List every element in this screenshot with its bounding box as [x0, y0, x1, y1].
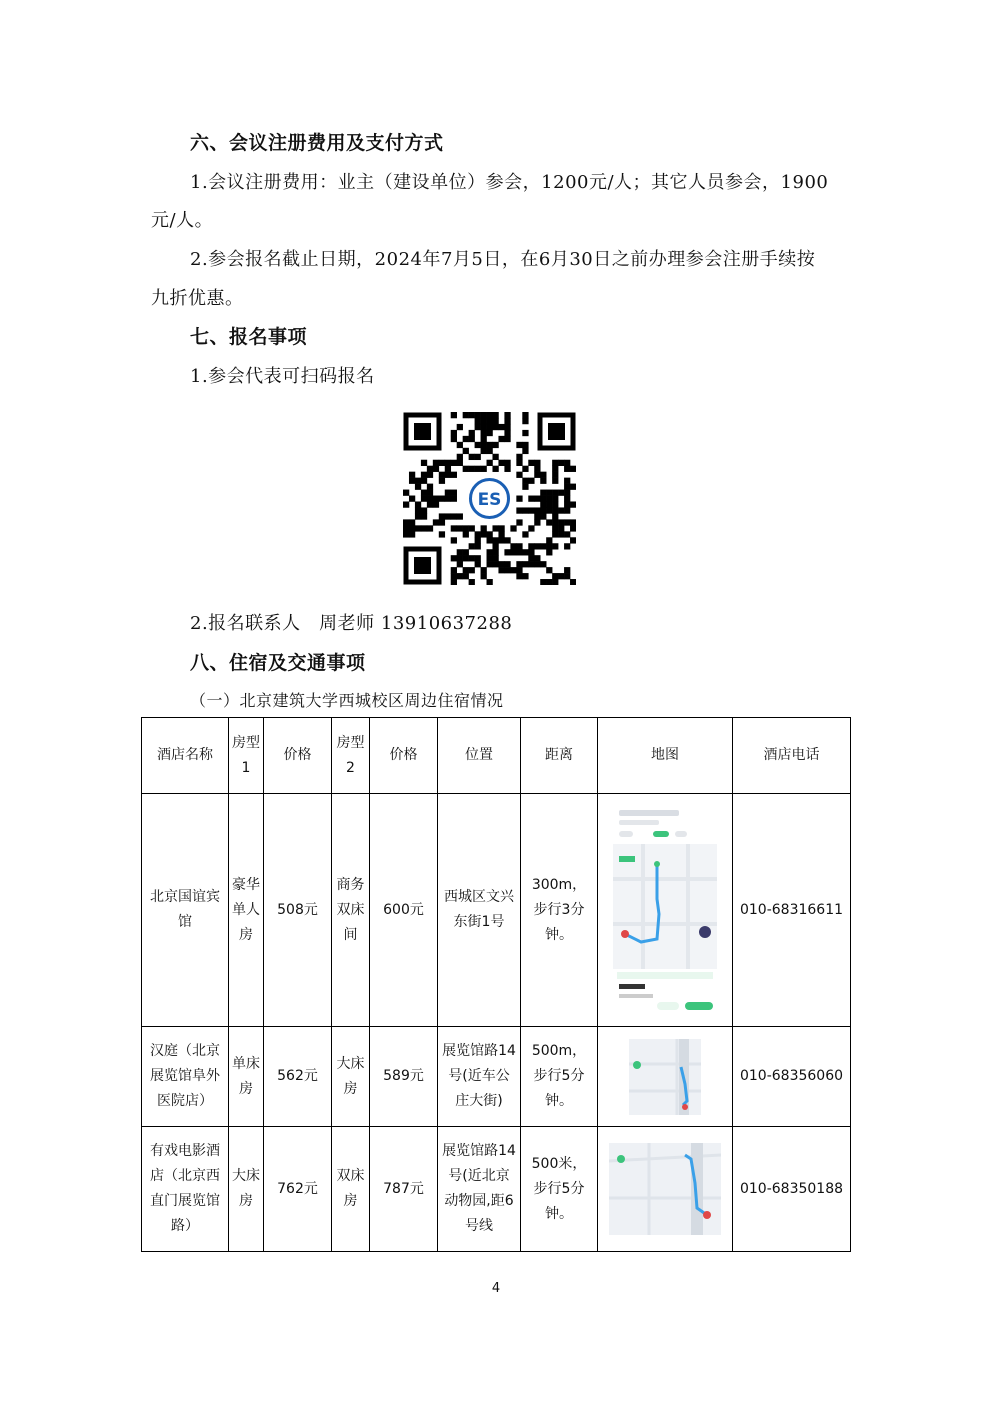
hotel-distance: 500m，步行5分钟。	[521, 1027, 598, 1127]
deadline-line2: 九折优惠。	[151, 288, 244, 309]
table-row	[142, 1027, 851, 1127]
map-cell	[598, 1027, 733, 1127]
table-header-row	[142, 718, 851, 794]
room-type2: 双床房	[332, 1127, 370, 1252]
header-room-type1: 房型1	[229, 718, 264, 794]
deadline-line1: 2.参会报名截止日期，2024年7月5日，在6月30日之前办理参会注册手续按	[190, 249, 816, 270]
header-price1: 价格	[264, 718, 332, 794]
hotel-location: 西城区文兴东街1号	[438, 794, 521, 1027]
section8-heading: 八、住宿及交通事项	[190, 652, 366, 674]
hotel-name: 汉庭（北京展览馆阜外医院店）	[142, 1027, 229, 1127]
room-type1: 单床房	[229, 1027, 264, 1127]
hotel-phone: 010-68356060	[733, 1027, 851, 1127]
price2: 589元	[370, 1027, 438, 1127]
room-type1: 豪华单人房	[229, 794, 264, 1027]
hotel-location: 展览馆路14号(近车公庄大街)	[438, 1027, 521, 1127]
hotel-name: 有戏电影酒店（北京西直门展览馆路）	[142, 1127, 229, 1252]
header-price2: 价格	[370, 718, 438, 794]
room-type1: 大床房	[229, 1127, 264, 1252]
price1: 562元	[264, 1027, 332, 1127]
header-hotel-name: 酒店名称	[142, 718, 229, 794]
header-room-type2: 房型2	[332, 718, 370, 794]
section7-heading: 七、报名事项	[190, 326, 308, 348]
hotel-phone: 010-68350188	[733, 1127, 851, 1252]
hotel-distance: 300m，步行3分钟。	[521, 794, 598, 1027]
hotel-phone: 010-68316611	[733, 794, 851, 1027]
room-type2: 大床房	[332, 1027, 370, 1127]
header-location: 位置	[438, 718, 521, 794]
registration-qr-code[interactable]	[403, 412, 576, 585]
page-number: 4	[491, 1281, 501, 1296]
price2: 600元	[370, 794, 438, 1027]
header-distance: 距离	[521, 718, 598, 794]
table-row	[142, 794, 851, 1027]
section6-heading: 六、会议注册费用及支付方式	[190, 132, 444, 154]
table-row	[142, 1127, 851, 1252]
svg-text:ES: ES	[477, 490, 502, 510]
section8-subheading: （一）北京建筑大学西城校区周边住宿情况	[190, 691, 504, 710]
map-cell	[598, 794, 733, 1027]
room-type2: 商务双床间	[332, 794, 370, 1027]
price2: 787元	[370, 1127, 438, 1252]
price1: 762元	[264, 1127, 332, 1252]
route-map-screenshot	[629, 1039, 701, 1115]
registration-fee-line1: 1.会议注册费用：业主（建设单位）参会，1200元/人；其它人员参会，1900	[190, 172, 829, 193]
price1: 508元	[264, 794, 332, 1027]
hotel-name: 北京国谊宾馆	[142, 794, 229, 1027]
header-phone: 酒店电话	[733, 718, 851, 794]
hotel-location: 展览馆路14号(近北京动物园,距6号线	[438, 1127, 521, 1252]
map-cell	[598, 1127, 733, 1252]
hotel-distance: 500米，步行5分钟。	[521, 1127, 598, 1252]
hotel-table	[141, 717, 851, 1252]
scan-to-register: 1.参会代表可扫码报名	[190, 366, 375, 387]
route-map-screenshot	[613, 804, 717, 1016]
route-map-screenshot	[609, 1143, 721, 1235]
registration-fee-line2: 元/人。	[151, 210, 214, 231]
header-map: 地图	[598, 718, 733, 794]
contact-person: 2.报名联系人 周老师 13910637288	[190, 613, 513, 634]
